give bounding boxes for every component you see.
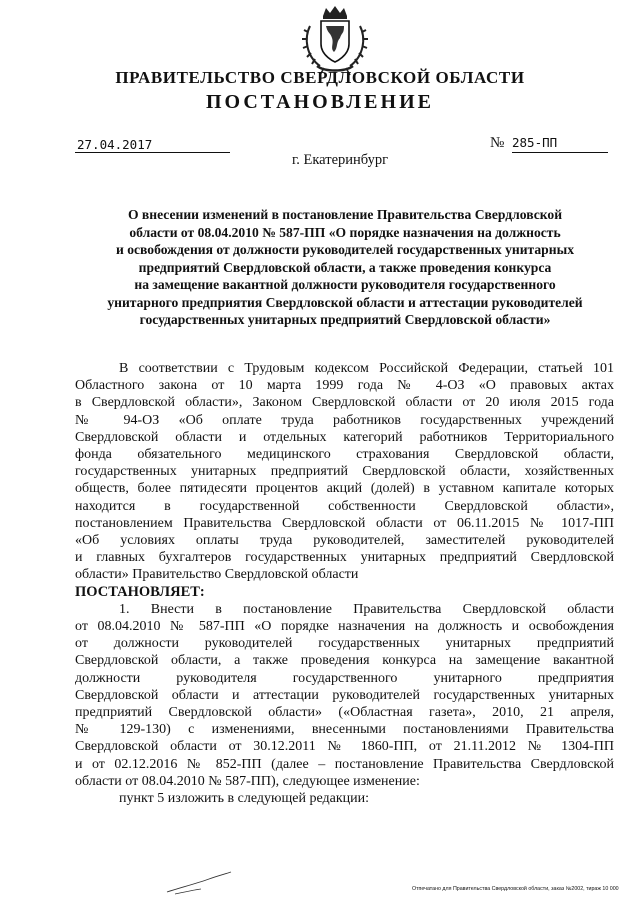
title-line: О внесении изменений в постановление Правительства Свердловской	[127, 207, 563, 222]
decree-date: 27.04.2017	[75, 137, 230, 153]
government-name: ПРАВИТЕЛЬСТВО СВЕРДЛОВСКОЙ ОБЛАСТИ	[115, 68, 525, 87]
body-line: государственных унитарных предприятий Свердловской области, хозяйственных	[75, 464, 614, 480]
resolution-heading: ПОСТАНОВЛЯЕТ:	[75, 583, 205, 600]
body-line: и от 02.12.2016 № 852-ПП (далее – постановление Правительства Свердловской	[75, 756, 614, 772]
body-line: от 08.04.2010 № 587-ПП «О порядке назначения на должность и освобождения	[75, 619, 614, 635]
number-sign: №	[490, 135, 505, 151]
title-line: унитарного предприятия Свердловской области и аттестации руководителей	[107, 294, 583, 310]
body-line: в Свердловской области», Законом Свердловской области от 20 июля 2015 года	[75, 395, 614, 411]
body-line: «Об условиях оплаты труда руководителей, заместителей руководителей	[75, 533, 614, 549]
document-type: ПОСТАНОВЛЕНИЕ	[206, 91, 434, 113]
signature-mark-icon	[165, 870, 235, 896]
coat-of-arms-icon	[300, 4, 370, 76]
body-line: предприятий Свердловской области» («Областная газета», 2010, 21 апреля,	[75, 705, 614, 721]
body-line: Свердловской области от 30.12.2011 № 1860-ПП, от 21.11.2012 № 1304-ПП	[75, 739, 614, 755]
body-line: от должности руководителей государственных унитарных предприятий	[75, 636, 614, 652]
title-line: на замещение вакантной должности руководителя государственного	[134, 277, 556, 292]
body-line: находится в государственной собственности Свердловской области»,	[75, 498, 614, 514]
body-line: обществ, более пятидесяти процентов акций (долей) в уставном капитале которых	[75, 481, 614, 497]
body-line: 1. Внести в постановление Правительства Свердловской области	[119, 601, 614, 617]
body-line: Свердловской области и отдельных категорий работников Территориального	[75, 429, 614, 445]
body-line: Свердловской области, а также проведения конкурса на замещение вакантной	[75, 653, 614, 669]
body-line: должности руководителя государственного унитарного предприятия	[75, 670, 614, 686]
title-line: предприятий Свердловской области, а также проведения конкурса	[138, 259, 552, 275]
body-line: Свердловской области и аттестации руководителей государственных унитарных	[75, 687, 614, 703]
body-line: фонда обязательного медицинского страхования Свердловской области,	[75, 447, 614, 463]
city: г. Екатеринбург	[291, 152, 389, 168]
body-line: № 94-ОЗ «Об оплате труда работников государственных учреждений	[75, 412, 614, 428]
title-line: и освобождения от должности руководителей государственных унитарных	[116, 242, 574, 257]
body-line: области» Правительство Свердловской области	[75, 567, 359, 583]
decree-number-block	[490, 134, 610, 153]
document-title	[60, 206, 630, 329]
body-line: пункт 5 изложить в следующей редакции:	[119, 791, 369, 807]
title-line: области от 08.04.2010 № 587-ПП «О порядке назначения на должность	[129, 224, 561, 240]
decree-number: 285-ПП	[512, 134, 608, 153]
body-line: области от 08.04.2010 № 587-ПП), следующее изменение:	[75, 773, 420, 789]
title-line: государственных унитарных предприятий Свердловской области»	[139, 312, 551, 327]
body-line: постановлением Правительства Свердловской области от 06.11.2015 № 1017-ПП	[75, 515, 614, 531]
document-body	[75, 360, 614, 807]
body-line: Областного закона от 10 марта 1999 года № 4-ОЗ «О правовых актах	[75, 378, 614, 394]
body-line: и главных бухгалтеров государственных унитарных предприятий Свердловской	[75, 550, 614, 566]
body-line: В соответствии с Трудовым кодексом Российской Федерации, статьей 101	[119, 361, 614, 376]
body-line: № 129-130) с изменениями, внесенными постановлениями Правительства	[75, 722, 614, 738]
print-footer: Отпечатано для Правительства Свердловской области, заказ №2002, тираж 10 000	[412, 886, 619, 892]
